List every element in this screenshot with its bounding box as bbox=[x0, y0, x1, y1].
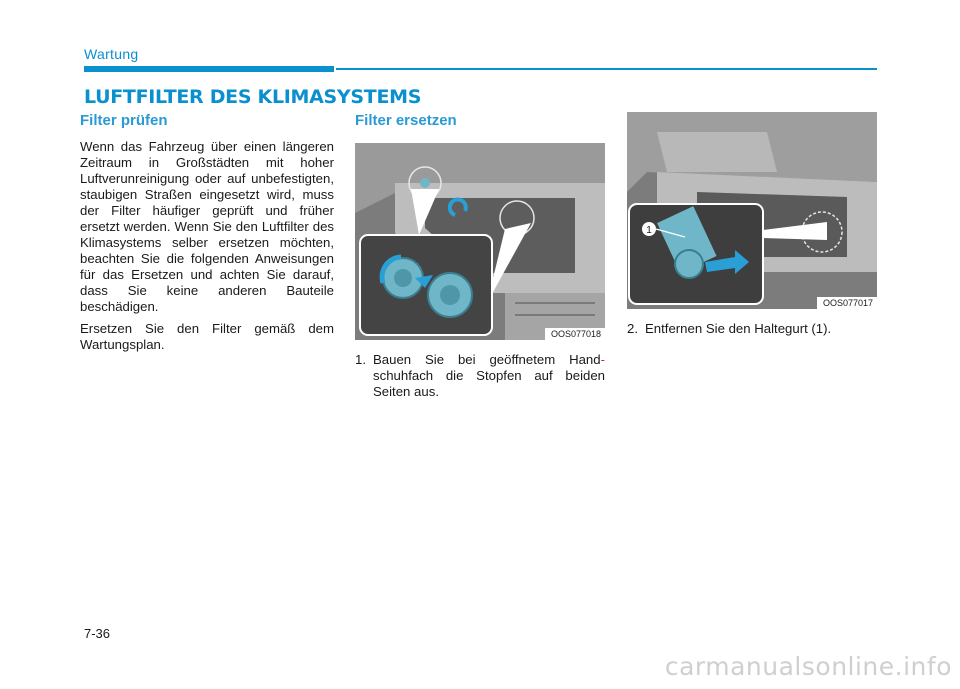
section-label: Wartung bbox=[84, 46, 139, 62]
paragraph-maintenance-schedule: Ersetzen Sie den Filter gemäß dem Wartungsplan. bbox=[80, 321, 334, 352]
figure-code: OOS077018 bbox=[545, 328, 605, 340]
right-column bbox=[627, 112, 877, 337]
header-rule-thick bbox=[84, 66, 334, 72]
instruction-step-2 bbox=[627, 321, 877, 337]
heading-filter-replace: Filter ersetzen bbox=[355, 112, 457, 129]
left-column bbox=[80, 112, 334, 359]
step-text: Entfernen Sie den Haltegurt (1). bbox=[645, 321, 832, 336]
page-number: 7-36 bbox=[84, 626, 111, 641]
heading-filter-check: Filter prüfen bbox=[80, 112, 168, 129]
watermark: carmanualsonline.info bbox=[664, 652, 952, 681]
figure-code: OOS077017 bbox=[817, 297, 877, 309]
step-text bbox=[373, 352, 605, 400]
header-rule-thin bbox=[336, 68, 877, 70]
step-text-part: Bauen Sie bei geöffnetem Hand bbox=[373, 352, 601, 367]
step-hyphen: - bbox=[600, 352, 605, 367]
retaining-strap-illustration bbox=[627, 112, 877, 309]
instruction-step-1 bbox=[355, 352, 605, 400]
callout-number: 1 bbox=[646, 225, 652, 236]
step-number: 2. bbox=[627, 321, 638, 336]
step-text-part: schuhfach die Stopfen auf beiden Seiten aus. bbox=[373, 368, 605, 399]
paragraph-check-intro: Wenn das Fahrzeug über einen längeren Zeitraum in Großstädten mit hoher Luftverunreinigung oder auf unbefestigten, staubigen Straßen eingesetzt wird, muss der Filter häufiger geprüft und früher ersetzt werden. Wenn Sie den Luftfilter des Klimasystems selber ersetzen möchten, beachten Sie die folgenden Anweisungen für das Ersetzen und achten Sie darauf, dass Sie keine anderen Bauteile beschädigen. bbox=[80, 139, 334, 314]
page-title: LUFTFILTER DES KLIMASYSTEMS bbox=[84, 86, 422, 108]
glovebox-stopper-drawing bbox=[355, 143, 605, 340]
step-number: 1. bbox=[355, 352, 366, 367]
middle-column bbox=[355, 112, 605, 400]
retaining-strap-drawing bbox=[627, 112, 877, 309]
glovebox-stopper-illustration bbox=[355, 143, 605, 340]
